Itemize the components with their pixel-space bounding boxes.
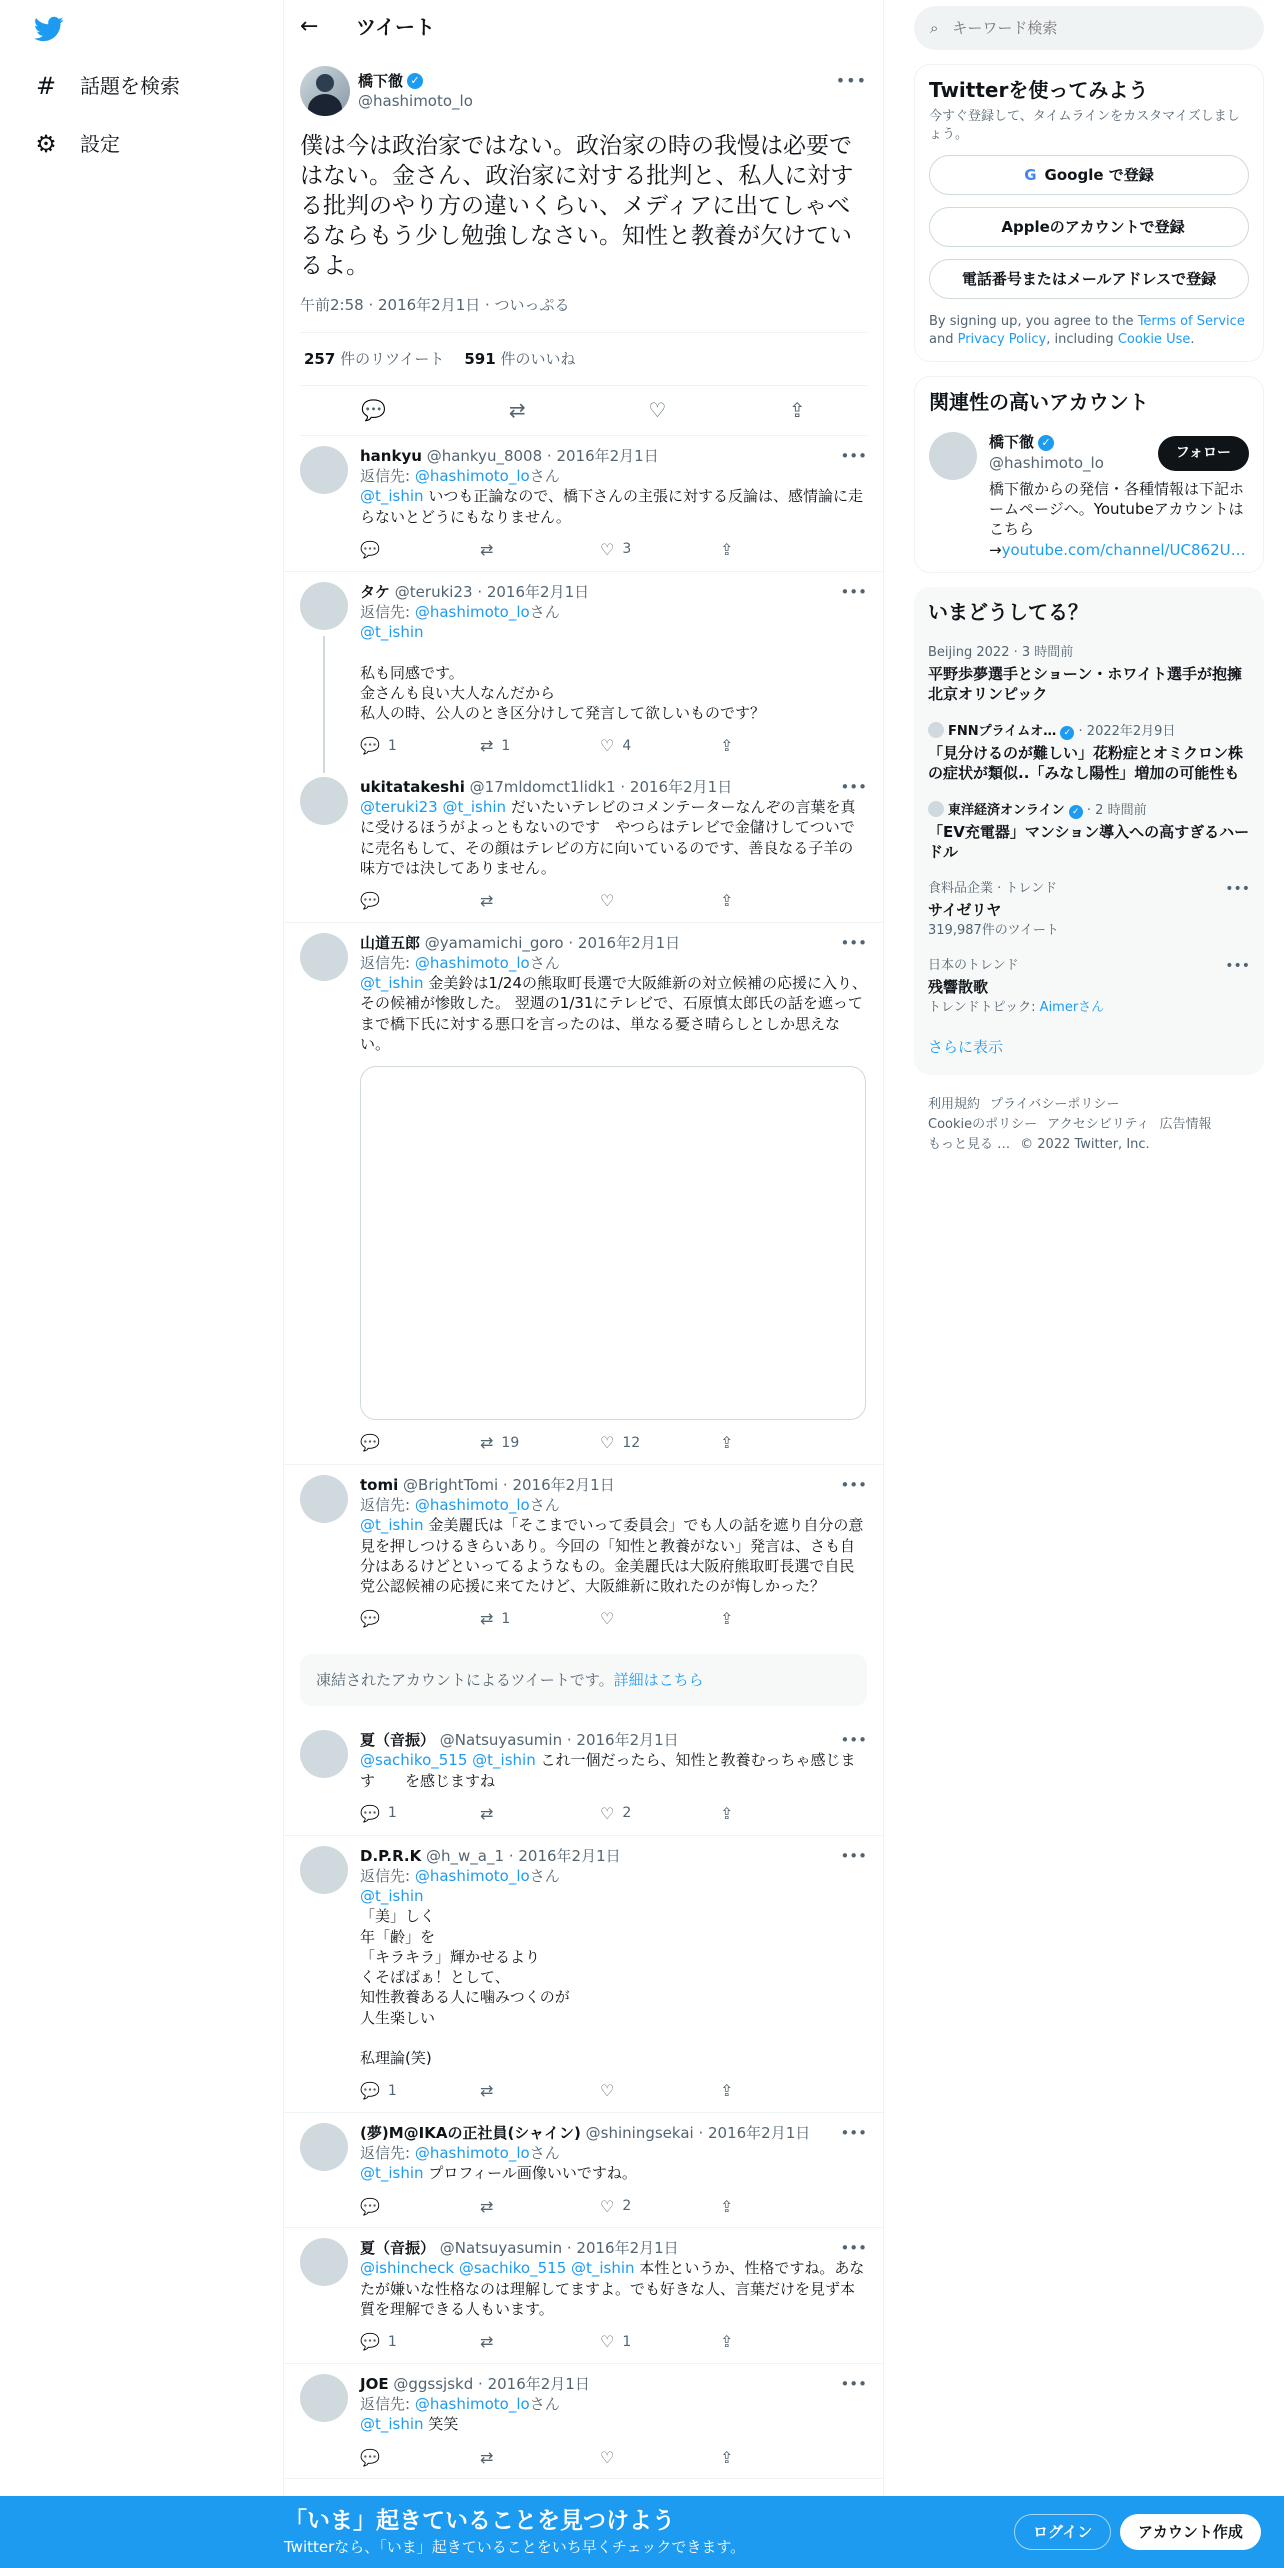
reply-to: 返信先: @hashimoto_loさん [360,2395,560,2414]
cookie-link[interactable]: Cookie Use [1117,332,1191,348]
source-avatar [928,722,944,738]
nav-settings-label: 設定 [80,131,120,156]
avatar[interactable] [300,582,348,630]
reply-tweet[interactable] [284,767,883,923]
terms-text: By signing up, you agree to the Terms of Service and Privacy Policy, including Cookie Use. [929,314,1245,348]
twitter-logo-icon[interactable] [32,14,66,44]
nav-settings[interactable] [32,128,120,160]
share-icon: ⇪ [720,736,734,756]
main-column [284,0,884,2568]
reply-author-name[interactable]: tomi [360,1475,399,1494]
reply-author-name[interactable]: (夢)M@IKAの正社員(シャイン) [360,2123,581,2142]
hashtag-icon: # [35,72,57,100]
footer-ads[interactable]: 広告情報 [1159,1117,1212,1133]
reply-date[interactable]: · 2016年2月1日 [620,777,733,796]
bio-link[interactable]: youtube.com/channel/UC862U… [1001,540,1246,559]
reply-author-handle[interactable]: @yamamichi_goro [424,933,564,952]
privacy-link[interactable]: Privacy Policy [957,332,1047,348]
retweet-button[interactable]: ⇄ 19 [480,1433,520,1453]
verified-badge-icon: ✓ [1060,726,1074,740]
reply-to: 返信先: @hashimoto_loさん [360,2144,560,2163]
gear-icon: ⚙ [35,130,57,158]
reply-date[interactable]: · 2016年2月1日 [478,2374,590,2393]
reply-text: @t_ishin 笑笑 [360,2415,459,2434]
reply-tweet[interactable] [284,1836,883,2113]
more-options-icon[interactable]: ••• [835,71,867,90]
reply-author-name[interactable]: 夏（音振） [360,2239,436,2258]
google-icon: G [1024,165,1037,184]
reply-actions [360,735,780,757]
search-icon: ⌕ [930,18,939,37]
like-icon[interactable]: ♡ [648,397,667,422]
terms-link[interactable]: Terms of Service [1137,314,1245,330]
footer-links [914,1095,1264,1155]
more-options-icon[interactable]: ••• [840,582,867,601]
retweet-button[interactable] [480,890,540,912]
avatar[interactable] [300,1475,348,1523]
share-icon: ⇪ [720,2332,734,2352]
share-button[interactable] [720,2331,780,2353]
retweet-button[interactable] [480,1803,540,1825]
reply-text: @t_ishin 私も同感です。 金さんも良い大人なんだから 私人の時、公人のとき区分けして発言して欲しいものです？ [360,623,766,723]
reply-actions [360,1803,780,1825]
share-button[interactable] [720,539,780,561]
footer-cookie[interactable]: Cookieのポリシー [928,1117,1038,1133]
media-card[interactable] [360,1066,866,1420]
retweet-button[interactable]: ⇄ 1 [480,736,511,756]
footer-copyright: © 2022 Twitter, Inc. [1020,1137,1150,1153]
reply-icon: 💬 [360,2081,380,2101]
share-button[interactable] [720,2447,780,2469]
trend-item[interactable]: 日本のトレンド 残響散歌 トレンドトピック: Aimerさん ••• [928,958,1250,1016]
share-button[interactable] [720,2196,780,2218]
reply-to: 返信先: @hashimoto_loさん [360,953,560,972]
reply-icon: 💬 [360,2447,380,2467]
reply-icon: 💬 [360,539,380,559]
apple-signup-button[interactable]: Appleのアカウントで登録 [929,207,1249,247]
account-name[interactable]: 橋下徹 [989,433,1035,452]
page-title: ツイート [356,14,435,39]
reply-actions [360,890,780,912]
trends-box [914,587,1264,1075]
focused-tweet [284,54,883,436]
avatar[interactable] [300,2374,348,2422]
back-arrow-icon[interactable]: ← [300,14,319,40]
tweet-text: 僕は今は政治家ではない。政治家の時の我慢は必要ではない。金さん、政治家に対する批判と、私人に対する批判のやり方の違いくらい、メディアに出てしゃべるならもう少し勉強しなさい。知性と教養が欠けているよ。 [300,133,854,279]
retweet-icon: ⇄ [480,891,494,911]
reply-text: @sachiko_515 @t_ishin これ一個だったら、知性と教養むっちゃ感じます を感じますね [360,1751,856,1790]
more-options-icon[interactable]: ••• [840,2123,867,2142]
avatar[interactable] [300,2123,348,2171]
like-button[interactable] [600,2447,660,2469]
reply-author-handle[interactable]: @Natsuyasumin [439,1731,563,1750]
avatar[interactable] [300,1846,348,1894]
more-options-icon[interactable]: ••• [1225,881,1250,898]
avatar[interactable] [300,446,348,494]
reply-tweet[interactable] [284,572,883,767]
reply-text: @t_ishin 「美」しく 年「齢」を 「キラキラ」輝かせるより くそばばぁ！として、 知性教養ある人に噛みつくのが 人生楽しい 私理論(笑) [360,1887,570,2068]
like-icon: ♡ [600,1433,615,1453]
footer-more[interactable]: もっと見る … [928,1137,1011,1153]
bottom-subtitle: Twitterなら、「いま」起きていることをいち早くチェックできます。 [284,2538,746,2557]
source-avatar [928,801,944,817]
reply-author-name[interactable]: ukitatakeshi [360,777,465,796]
account-handle[interactable]: @hashimoto_lo [989,453,1104,472]
reply-icon: 💬 [360,2332,380,2352]
reply-tweet[interactable] [284,923,883,1465]
like-icon: ♡ [600,1803,615,1823]
reply-to: 返信先: @hashimoto_loさん [360,467,560,486]
reply-date[interactable]: · 2016年2月1日 [698,2123,811,2142]
share-icon: ⇪ [720,2196,734,2216]
tweet-timestamp[interactable]: 午前2:58 · 2016年2月1日 · ついっぷる [300,295,867,332]
reply-author-handle[interactable]: @17mldomct1lidk1 [469,777,616,796]
retweet-icon: ⇄ [480,1803,494,1823]
reply-icon: 💬 [360,891,380,911]
footer-accessibility[interactable]: アクセシビリティ [1047,1117,1150,1133]
bottom-title: 「いま」起きていることを見つけよう [284,2508,675,2534]
retweet-button[interactable] [480,2080,540,2102]
avatar[interactable] [300,2238,348,2286]
like-button[interactable]: ♡ 4 [600,736,632,756]
retweet-icon: ⇄ [480,1433,494,1453]
share-icon: ⇪ [720,1803,734,1823]
reply-date[interactable]: · 2016年2月1日 [546,446,659,465]
like-count[interactable]: 591 件のいいね [464,349,576,368]
like-button[interactable]: ♡ 1 [600,2332,632,2352]
reply-icon[interactable]: 💬 [361,397,387,422]
retweet-button[interactable] [480,539,540,561]
reply-author-name[interactable]: JOE [360,2374,389,2393]
reply-text: @t_ishin いつも正論なので、橋下さんの主張に対する反論は、感情論に走らないとどうにもなりません。 [360,487,864,526]
tweet-actions [300,386,867,436]
related-title: 関連性の高いアカウント [929,390,1149,415]
retweet-button[interactable] [480,2196,540,2218]
retweet-icon: ⇄ [480,539,494,559]
reply-date[interactable]: · 2016年2月1日 [568,933,681,952]
more-options-icon[interactable]: ••• [840,446,867,465]
reply-author-handle[interactable]: @h_w_a_1 [426,1846,505,1865]
nav-explore[interactable] [32,70,180,102]
share-icon: ⇪ [720,2447,734,2467]
reply-author-name[interactable]: 夏（音振） [360,1731,436,1750]
retweet-button[interactable] [480,2331,540,2353]
related-accounts [914,376,1264,573]
reply-button[interactable]: 💬 1 [360,736,397,756]
like-icon: ♡ [600,891,615,911]
share-button[interactable] [720,2080,780,2102]
trends-title: いまどうしてる？ [928,599,1088,624]
reply-text: @t_ishin 金美麗氏は「そこまでいって委員会」でも人の話を遮り自分の意見を押しつけるきらいあり。今回の「知性と教養がない」発言は、さも自分はあるけどといってるようなもの。金美麗氏は大阪府熊取町長選で自民党公認候補の応援に来てたけど、大阪維新に敗れたのが悔しかった？ [360,1516,864,1596]
reply-author-name[interactable]: D.P.R.K [360,1846,422,1865]
share-button[interactable] [720,1608,780,1630]
reply-icon: 💬 [360,1803,380,1823]
more-options-icon[interactable]: ••• [840,1846,867,1865]
more-options-icon[interactable]: ••• [840,2374,867,2393]
like-button[interactable] [600,890,660,912]
reply-button[interactable]: 💬 1 [360,2081,397,2101]
reply-author-name[interactable]: hankyu [360,446,422,465]
more-options-icon[interactable]: ••• [840,2239,867,2258]
right-sidebar [914,0,1264,1155]
share-button[interactable] [720,1803,780,1825]
like-button[interactable] [600,1608,660,1630]
trend-topic-link[interactable]: Aimerさん [1039,1000,1105,1016]
reply-button[interactable]: 💬 1 [360,1803,397,1823]
reply-author-name[interactable]: タケ [360,582,391,601]
more-options-icon[interactable]: ••• [840,777,867,796]
footer-privacy[interactable]: プライバシーポリシー [990,1097,1120,1113]
reply-actions [360,2331,780,2353]
like-icon: ♡ [600,2081,615,2101]
reply-icon: 💬 [360,1433,380,1453]
account-bio: 橋下徹からの発信・各種情報は下記ホームページへ。Youtubeアカウントはこちら →youtube.com/channel/UC862U… [989,479,1246,559]
more-options-icon[interactable]: ••• [840,1475,867,1494]
reply-button[interactable]: 💬 1 [360,2332,397,2352]
avatar[interactable] [300,933,348,981]
reply-actions [360,539,780,561]
reply-text: @ishincheck @sachiko_515 @t_ishin 本性というか、性格ですね。あなたが嫌いな性格なのは理解してますよ。でも好きな人、言葉だけを見ず本質を理解できる人もいます。 [360,2259,865,2318]
reply-button[interactable] [360,1608,420,1630]
reply-actions [360,1432,780,1454]
like-button[interactable] [600,2080,660,2102]
reply-icon: 💬 [360,736,380,756]
suspended-account-notice [300,1654,867,1706]
avatar[interactable] [929,432,977,480]
phone-email-signup-button[interactable]: 電話番号またはメールアドレスで登録 [929,259,1249,299]
trend-item[interactable]: 食料品企業 · トレンド サイゼリヤ 319,987件のツイート ••• [928,881,1250,938]
left-nav [0,0,284,2568]
account-card[interactable] [929,432,1249,560]
follow-button[interactable]: フォロー [1158,436,1249,471]
tweet-stats [300,333,867,386]
share-button[interactable] [720,890,780,912]
share-icon[interactable]: ⇪ [788,397,806,422]
reply-author-handle[interactable]: @ggssjskd [393,2374,474,2393]
nav-explore-label: 話題を検索 [80,73,180,98]
retweet-icon: ⇄ [480,736,494,756]
reply-author-handle[interactable]: @Natsuyasumin [439,2239,563,2258]
retweet-button[interactable]: ⇄ 1 [480,1609,511,1629]
like-button[interactable]: ♡ 12 [600,1433,641,1453]
reply-author-handle[interactable]: @teruki23 [394,582,473,601]
notice-text: 凍結されたアカウントによるツイートです。 [316,1670,614,1689]
share-icon: ⇪ [720,1609,734,1629]
reply-date[interactable]: · 2016年2月1日 [566,2239,679,2258]
reply-author-handle[interactable]: @BrightTomi [403,1475,499,1494]
more-options-icon[interactable]: ••• [840,1731,867,1750]
like-icon: ♡ [600,736,615,756]
share-icon: ⇪ [720,2081,734,2101]
share-button[interactable] [720,735,780,757]
reply-button[interactable] [360,2196,420,2218]
share-icon: ⇪ [720,1433,734,1453]
reply-tweet[interactable] [284,1465,883,1640]
google-signup-button[interactable]: G Google で登録 [929,155,1249,195]
reply-to: 返信先: @hashimoto_loさん [360,602,560,621]
like-icon: ♡ [600,2196,615,2216]
retweet-button[interactable] [480,2447,540,2469]
reply-icon: 💬 [360,2196,380,2216]
login-button[interactable]: ログイン [1014,2514,1111,2550]
verified-badge-icon: ✓ [407,73,423,89]
like-icon: ♡ [600,1609,615,1629]
reply-actions [360,1608,780,1630]
reply-button[interactable] [360,2447,420,2469]
retweet-icon: ⇄ [480,2081,494,2101]
signup-button[interactable]: アカウント作成 [1120,2514,1261,2550]
trend-item[interactable]: FNNプライムオ… ✓ · 2022年2月9日 「見分けるのが難しい」花粉症とオミクロン株の症状が類似..「みなし陽性」増加の可能性も [928,724,1244,782]
reply-button[interactable] [360,1432,420,1454]
reply-tweet[interactable] [284,436,883,572]
reply-actions [360,2447,780,2469]
reply-date[interactable]: · 2016年2月1日 [477,582,590,601]
reply-tweet[interactable] [284,1720,883,1835]
author-name[interactable]: 橋下徹 [358,71,404,90]
more-options-icon[interactable]: ••• [1225,958,1250,975]
reply-date[interactable]: · 2016年2月1日 [508,1846,621,1865]
retweet-icon: ⇄ [480,2447,494,2467]
reply-actions [360,2080,780,2102]
verified-badge-icon: ✓ [1038,435,1054,451]
reply-author-handle[interactable]: @hankyu_8008 [426,446,543,465]
retweet-count[interactable]: 257 件のリツイート [304,349,445,368]
show-more-link[interactable]: さらに表示 [928,1037,1004,1056]
reply-text: @t_ishin 金美鈴は1/24の熊取町長選で大阪維新の対立候補の応援に入り、その候補が惨敗した。 翌週の1/31にテレビで、石原慎太郎氏の話を遮ってまで橋下氏に対する悪口を言ったのは、単なる憂さ晴らしとしか思えない。 [360,974,868,1053]
reply-to: 返信先: @hashimoto_loさん [360,1496,560,1515]
like-button[interactable]: ♡ 2 [600,2196,632,2216]
avatar[interactable] [300,66,350,116]
reply-text: @t_ishin プロフィール画像いいですね。 [360,2164,637,2183]
reply-date[interactable]: · 2016年2月1日 [566,1731,679,1750]
share-icon: ⇪ [720,891,734,911]
like-icon: ♡ [600,2332,615,2352]
retweet-icon: ⇄ [480,1609,494,1629]
retweet-icon: ⇄ [480,2332,494,2352]
thread-line [323,636,325,773]
reply-icon: 💬 [360,1609,380,1629]
like-icon: ♡ [600,539,615,559]
reply-button[interactable] [360,890,420,912]
more-options-icon[interactable]: ••• [840,933,867,952]
reply-author-handle[interactable]: @shiningsekai [585,2123,694,2142]
signup-box [914,64,1264,362]
reply-tweet[interactable] [284,2113,883,2228]
reply-button[interactable] [360,539,420,561]
reply-to: 返信先: @hashimoto_loさん [360,1866,560,1885]
reply-author-name[interactable]: 山道五郎 [360,933,421,952]
bottom-signup-bar [0,2496,1284,2568]
verified-badge-icon: ✓ [1069,805,1083,819]
avatar[interactable] [300,1730,348,1778]
signup-subtitle: 今すぐ登録して、タイムラインをカスタマイズしましょう。 [929,109,1240,142]
author-handle[interactable]: @hashimoto_lo [358,92,473,110]
like-button[interactable]: ♡ 3 [600,539,632,559]
search-input[interactable] [952,19,1232,37]
like-icon: ♡ [600,2447,615,2467]
reply-tweet[interactable] [284,2364,883,2479]
avatar[interactable] [300,777,348,825]
share-icon: ⇪ [720,539,734,559]
notice-link[interactable]: 詳細はこちら [613,1670,704,1689]
search-box[interactable] [914,6,1264,50]
trend-item[interactable]: Beijing 2022 · 3 時間前 平野歩夢選手とショーン・ホワイト選手が抱擁 北京オリンピック [928,644,1242,703]
reply-date[interactable]: · 2016年2月1日 [502,1475,615,1494]
reply-tweet[interactable] [284,2228,883,2364]
reply-actions [360,2196,780,2218]
footer-terms[interactable]: 利用規約 [928,1097,981,1113]
retweet-icon: ⇄ [480,2196,494,2216]
trend-item[interactable]: 東洋経済オンライン ✓ · 2 時間前 「EV充電器」マンション導入への高すぎるハードル [928,803,1250,861]
reply-text: @teruki23 @t_ishin だいたいテレビのコメンテーターなんぞの言葉を真に受けるほうがよっともないのです やつらはテレビで金儲けしてついでに売名もして、その顔はテレビの方に向いているのです、善良なる子羊の味方では決してありません。 [360,798,856,877]
signup-title: Twitterを使ってみよう [929,78,1149,102]
share-button[interactable] [720,1432,780,1454]
like-button[interactable]: ♡ 2 [600,1803,632,1823]
retweet-icon[interactable]: ⇄ [508,397,526,422]
header-bar [284,0,883,54]
